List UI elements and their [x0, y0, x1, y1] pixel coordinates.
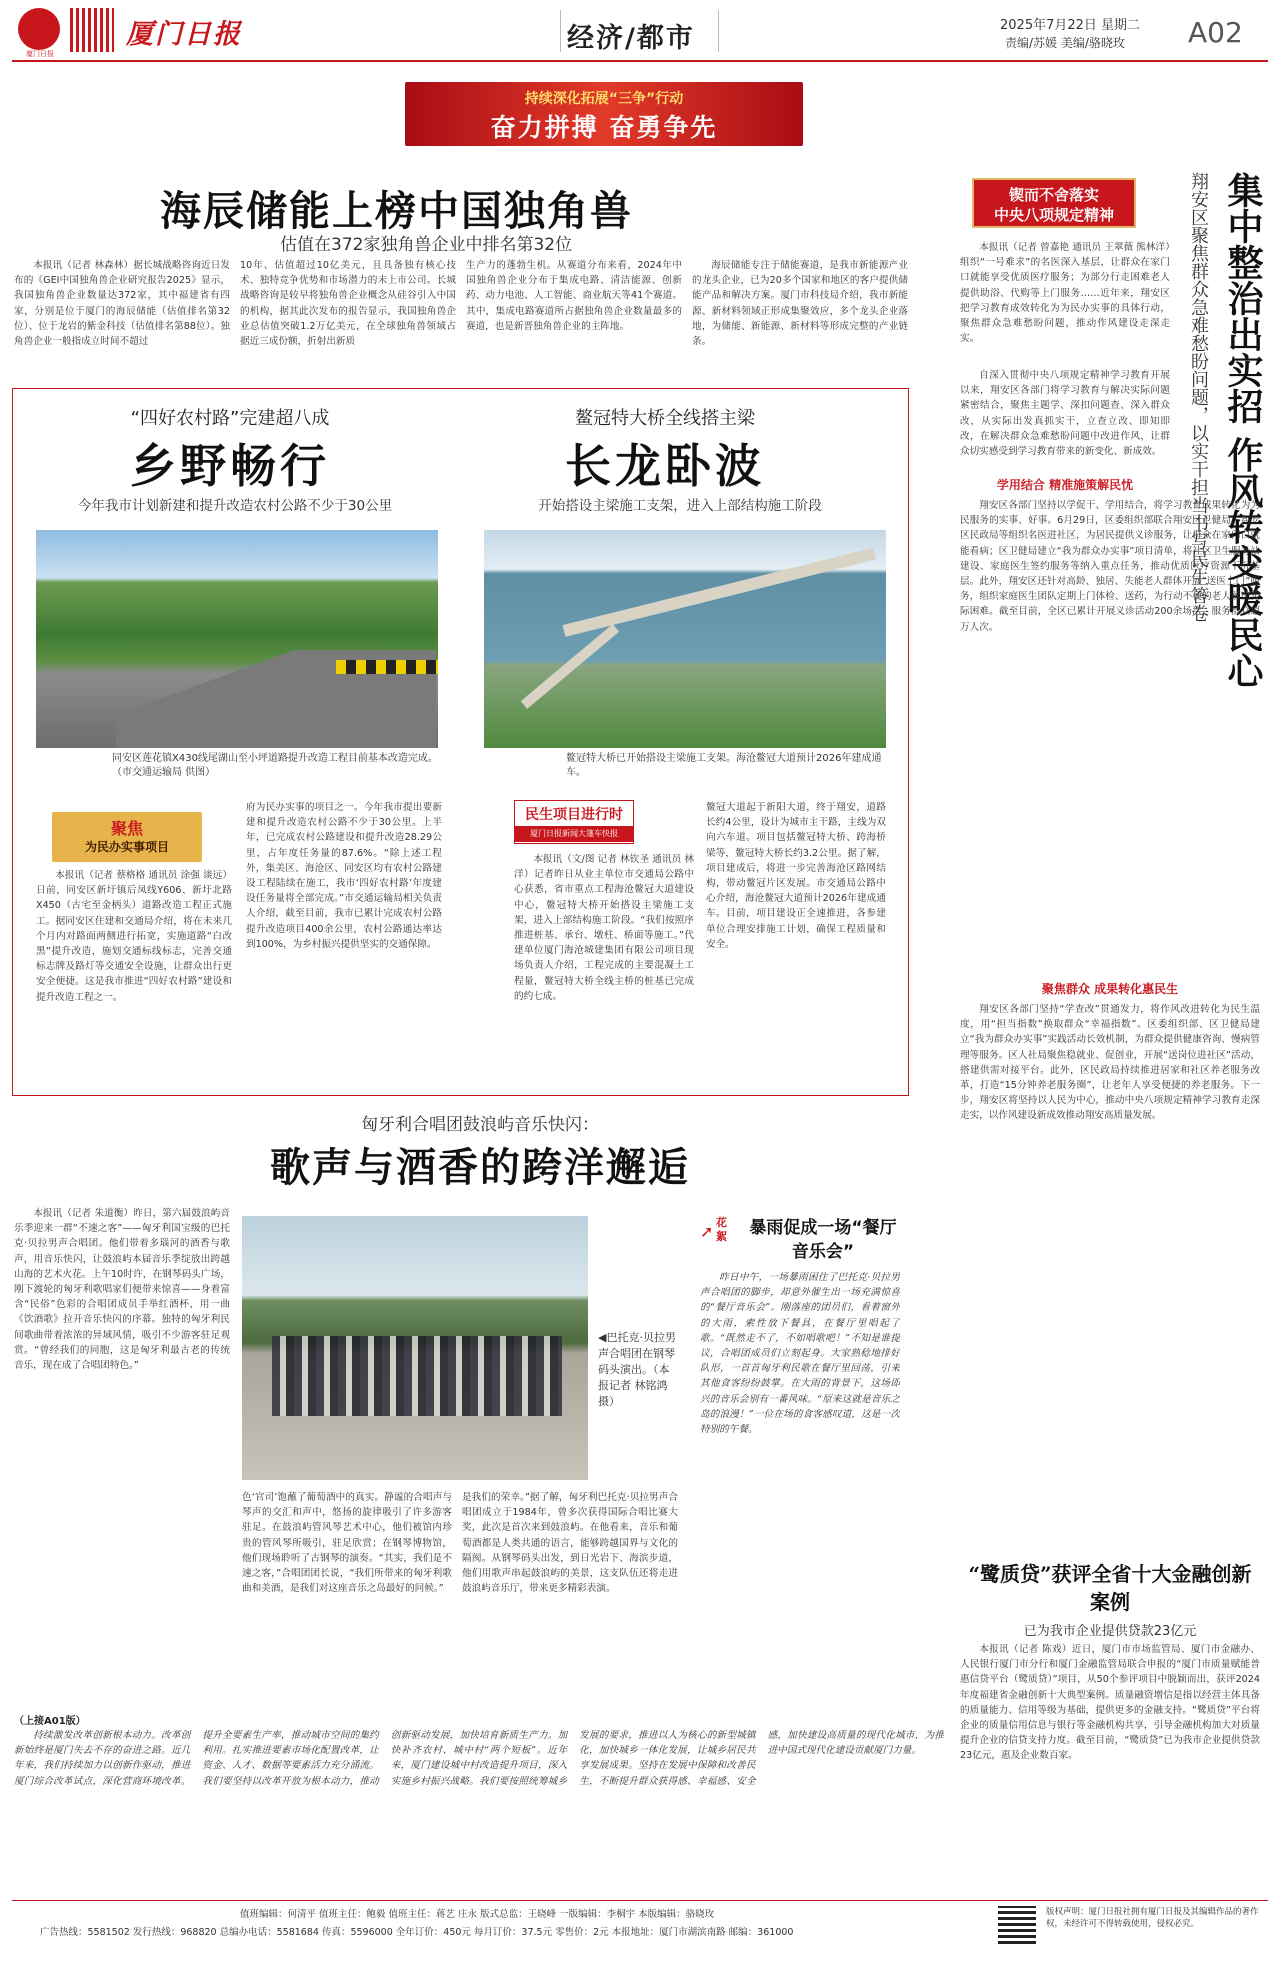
continued-text: 持续激发改革创新根本动力。改革创新始终是厦门失去不存的奋进之路。近几年来，我们持续加力以创新作驱动，推进厦门综合改革试点，深化营商环境改革。提升全要素生产率，推动城市空间的集约利用。扎实推进要素市场化配置改革，让资金、人才、数据等要素活力充分涌流。我们要坚持以改革开放为根本动力，推动创新驱动发展，加快培育新质生产力。加快补齐农村、城中村“两个短板”。近年来，厦门建设城中村改造提升项目，深入实施乡村振兴战略。我们要按照统筹城乡发展的要求，推进以人为核心的新型城镇化，加快城乡一体化发展，让城乡居民共享发展成果。坚持在发展中保障和改善民生，不断提升群众获得感、幸福感、安全感，加快建设高质量的现代化城市，为推进中国式现代化建设贡献厦门力量。 [14, 1730, 944, 1787]
story4-col2: 色‘官司’饱蘸了葡萄酒中的真实。静谧的合唱声与琴声的交汇和声中，悠扬的旋律吸引了许多游客驻足。在鼓浪屿管风琴艺术中心，他们被馆内珍贵的管风琴所吸引，驻足欣赏；在钢琴博物馆，他们现场聆听了古钢琴的演奏。“其实，我们是不速之客，”合唱团团长说，“我们所带来的匈牙利歌曲和美酒，是我们对这座音乐之岛最好的问候。” [242, 1492, 452, 1595]
story3-tag-sub: 厦门日报新闻大篷车快报 [515, 826, 633, 842]
story4-title: 歌声与酒香的跨洋邂逅 [270, 1144, 690, 1191]
story4-col1: 本报讯（记者 朱道衡）昨日，第六届鼓浪屿音乐季迎来一群“不速之客”——匈牙利国宝级的巴托克·贝拉男声合唱团。他们带着多瑙河的酒香与歌声，用音乐快闪，让鼓浪屿本届音乐季绽放出跨越山海的艺术火花。上午10时许，在钢琴码头广场，刚下渡轮的匈牙利歌唱家们便带来惊喜——身着富含“民俗”色彩的合唱团成员手举红酒杯，用一曲《饮酒歌》拉开音乐快闪的序幕。独特的匈牙利民间歌曲带着浓浓的异域风情，吸引不少游客驻足观赏。“曾经我们的同胞，这是匈牙利最古老的传统音乐，现在成了合唱团特色。” [14, 1208, 230, 1372]
story2-title: 乡野畅行 [130, 439, 330, 493]
continued-label: （上接A01版） [14, 1716, 86, 1727]
sidebar-tag [972, 178, 1136, 228]
rural-road-photo [36, 530, 438, 748]
sidebar-title: 集中整治出实招 作风转变暖民心 [1222, 172, 1264, 689]
story1-col3: 生产力的蓬勃生机。从赛道分布来看，2024年中国独角兽企业分布于集成电路、清洁能源、创新药、动力电池、人工智能、商业航天等41个赛道。其中，集成电路赛道所占据独角兽企业数量最多的赛道，也是新晋独角兽企业的主阵地。 [466, 260, 682, 332]
bridge-caption: 鳌冠特大桥已开始搭设主梁施工支架。海沧鳌冠大道预计2026年建成通车。 [566, 753, 882, 778]
qr-code-icon [70, 8, 114, 52]
side-note-tag [700, 1216, 740, 1252]
banner-line2: 奋力拼搏 奋勇争先 [490, 113, 718, 142]
page-editors: 责编/苏媛 美编/骆晓玫 [1005, 36, 1125, 50]
campaign-banner [405, 82, 803, 146]
story2-tag-line2: 为民办实事项目 [84, 840, 169, 854]
bridge-span-2 [521, 624, 619, 709]
story1-col2: 10年、估值超过10亿美元，且具备独有核心技术、独特竞争优势和市场潜力的未上市公司。长城战略咨询是较早将独角兽企业概念从硅谷引入中国的机构，据其此次发布的报告显示，我国独角兽企业总估值突破1.2万亿美元，在全球独角兽领域占据近三成份额，折射出新质 [240, 260, 456, 348]
section-divider [560, 10, 561, 52]
story3-col2: 鳌冠大道起于新阳大道，终于翔安，道路长约4公里，设计为城市主干路，主线为双向六车道。项目包括鳌冠特大桥、跨海桥梁等，鳌冠特大桥长约3.2公里。据了解，项目建成后，将进一步完善海沧区路网结构，带动鳌冠片区发展。市交通局公路中心介绍，海沧鳌冠大道预计2026年建成通车。目前，项目建设正全速推进，各参建单位合理安排施工计划，确保工程质量和安全。 [706, 802, 886, 950]
page-number: A02 [1188, 16, 1243, 49]
story3-subtitle: 开始搭设主梁施工支架，进入上部结构施工阶段 [538, 498, 822, 514]
story1-col4: 海辰储能专注于储能赛道，是我市新能源产业的龙头企业，已为20多个国家和地区的客户提供储能产品和解决方案。厦门市科技局介绍，我市新能源、新材料领域正形成集聚效应，多个龙头企业落地，为储能、新能源、新材料等形成完整的产业链条。 [692, 260, 908, 348]
story5-subtitle: 已为我市企业提供贷款23亿元 [1023, 1624, 1197, 1639]
side-note-tag-text: 花絮 [716, 1216, 727, 1243]
sidebar-kicker: 翔安区聚焦群众急难愁盼问题，以实干担当书写民生答卷 [1188, 172, 1209, 622]
choir-crowd [272, 1336, 562, 1416]
rural-road-caption: 同安区莲花镇X430线尾湖山至小坪道路提升改造工程目前基本改造完成。（市交通运输局 供图） [112, 753, 438, 778]
sidebar-tag-line1: 锲而不舍落实 [1008, 186, 1099, 204]
bridge-photo [484, 530, 886, 748]
footer-rule [12, 1900, 1268, 1901]
sidebar-h2: 聚焦群众 成果转化惠民生 [1041, 982, 1179, 996]
story5-title: “鹭质贷”获评全省十大金融创新案例 [968, 1562, 1252, 1614]
bridge-span [563, 548, 876, 637]
story2-subtitle: 今年我市计划新建和提升改造农村公路不少于30公里 [77, 498, 393, 514]
road-rail [336, 660, 438, 674]
story5-text: 本报讯（记者 陈戏）近日，厦门市市场监管局、厦门市金融办、人民银行厦门市分行和厦门金融监管局联合申报的“厦门市质量赋能普惠信贷平台（鹭质贷）”项目，从50个参评项目中脱颖而出，获评2024年度福建省金融创新十大典型案例。质量融资增信是指以经营主体具备的质量能力、信用等级为基础，提供更多的金融支持。“鹭质贷”平台将企业的质量信用信息与银行等金融机构共享，引导金融机构加大对质量提升企业的信贷支持力度。截至目前，“鹭质贷”已为我市企业提供贷款23亿元，惠及企业数百家。 [960, 1644, 1260, 1762]
story4-kicker: 匈牙利合唱团鼓浪屿音乐快闪： [361, 1115, 599, 1135]
arrow-icon: ➚ [700, 1222, 714, 1241]
story3-col1: 本报讯（文/图 记者 林钦圣 通讯员 林洋）记者昨日从业主单位市交通局公路中心获悉，省市重点工程海沧鳌冠大道建设中心，鳌冠特大桥开始搭设主梁施工支架，进入上部结构施工阶段。“我们按照序推进桩基、承台、墩柱、桥面等施工。”代建单位厦门海沧城建集团有限公司项目现场负责人介绍，工程完成的主要混凝土工程量，鳌冠特大桥全线主桥的桩基已完成的约七成。 [514, 854, 694, 1002]
sidebar-intro: 本报讯（记者 曾嘉艳 通讯员 王翠薇 熊林洋）组织“一号难求”的名医深入基层，让群众在家门口就能享受优质医疗服务；为部分行走困难老人提供助浴、代购等上门服务……近年来，翔安区把学习教育成效转化为为民办实事的具体行动，聚焦群众急难愁盼问题，推动作风建设走深走实。 [960, 242, 1170, 345]
footer-line2: 广告热线：5581502 发行热线：968820 总编办电话：5581684 传真：5596000 全年订价：450元 每月订价：37.5元 零售价：2元 本报地址：厦门市湖滨南路 邮编：361000 [40, 1927, 794, 1938]
sidebar-sec2: 翔安区各部门坚持“学查改”贯通发力，将作风改进转化为民生温度，用“担当指数”换取群众“幸福指数”。区委组织部、区卫健局建立“我为群众办实事”实践活动长效机制，为群众提供健康咨询、慢病管理等服务。区人社局聚焦稳就业、促创业，开展“送岗位进社区”活动，搭建供需对接平台。此外，区民政局持续推进居家和社区养老服务改革，打造“15分钟养老服务圈”，让老年人享受便捷的养老服务。下一步，翔安区将坚持以人民为中心，推动中央八项规定精神学习教育走深走实，以作风建设新成效推动翔安高质量发展。 [960, 1004, 1260, 1122]
logo-label: 厦门日报 [26, 50, 54, 58]
sidebar-intro2: 自深入贯彻中央八项规定精神学习教育开展以来，翔安区各部门将学习教育与解决实际问题紧密结合，聚焦主题学、深扣问题查、深入群众改，从实际出发真抓实干，立查立改、即知即改，在解决群众急难愁盼问题中改进作风，让群众切实感受到学习教育带来的新变化、新成效。 [960, 370, 1170, 458]
story2-col2: 府为民办实事的项目之一。今年我市提出要新建和提升改造农村公路不少于30公里。上半年，已完成农村公路建设和提升改造28.29公里，占年度任务量的87.6%。“除上述工程外，集美区、海沧区、同安区均有农村公路建设工程陆续在施工，我市‘四好农村路’年度建设任务量将全部完成。”市交通运输局相关负责人介绍，截至目前，我市已累计完成农村公路提升改造项目400余公里，农村公路通达率达到100%，为乡村振兴提供坚实的交通保障。 [246, 802, 442, 950]
story2-col1: 本报讯（记者 蔡格格 通讯员 涂强 谈远）日前，同安区新圩镇后凤线Y606、新圩北路X450（古宅至金柄头）道路改造工程正式施工。据同安区住建和交通局介绍，将在未来几个月内对路面两侧进行拓宽，实施道路“白改黑”提升改造，施划交通标线标志，完善交通标志牌及路灯等交通安全设施，让群众出行更安全便捷。这是我市推进“四好农村路”建设和提升改造工程之一。 [36, 870, 232, 1003]
story2-kicker: “四好农村路”完建超八成 [130, 408, 330, 429]
sidebar-tag-line2: 中央八项规定精神 [993, 206, 1114, 224]
masthead-rule [12, 60, 1268, 62]
side-note-text: 昨日中午，一场暴雨困住了巴托克·贝拉男声合唱团的脚步，却意外催生出一场充满惊喜的“餐厅音乐会”。刚落座的团员们，看着窗外的大雨，索性放下餐具，在餐厅里唱起了歌。“既然走不了，不如唱歌吧！”不知是谁提议，合唱团成员们立刻起身。大家熟稔地排好队形，一首首匈牙利民歌在餐厅里回荡，引来其他食客纷纷鼓掌。在大雨的背景下，这场即兴的音乐会别有一番风味。“原来这就是音乐之岛的浪漫！”一位在场的食客感叹道，这是一次特别的午餐。 [700, 1272, 900, 1436]
side-note-title: 暴雨促成一场“餐厅音乐会” [749, 1218, 897, 1262]
sidebar-sec1: 翔安区各部门坚持以学促干、学用结合，将学习教育成果转化为为民服务的实事、好事。6月29日，区委组织部联合翔安区卫健局、翔安区民政局等组织名医进社区，为居民提供义诊服务，让群众在家门口就能看病；区卫健局建立“我为群众办实事”项目清单，将社区卫生服务站建设、家庭医生签约服务等纳入重点任务，推动优质医疗资源下沉基层。此外，翔安区还针对高龄、独居、失能老人群体开展“送医上门”服务，组织家庭医生团队定期上门体检、送药，为行动不便的老人解决实际困难。截至目前，全区已累计开展义诊活动200余场次，服务群众超万人次。 [960, 500, 1260, 633]
choir-photo-caption: ◀巴托克·贝拉男声合唱团在钢琴码头演出。（本报记者 林铭鸿 摄） [598, 1331, 676, 1408]
story2-tag-line1: 聚焦 [110, 819, 143, 838]
choir-photo [242, 1216, 588, 1480]
masthead [0, 0, 1280, 60]
story1-col1: 本报讯（记者 林森林）据长城战略咨询近日发布的《GEI中国独角兽企业研究报告2025》显示，我国独角兽企业数量达372家，其中福建省有四家，分别是位于厦门的海辰储能（估值排名第32位）、位于龙岩的紫金科技（估值排名第88位）。独角兽企业一般指成立时间不超过 [14, 260, 230, 348]
subhead-haichen: 估值在372家独角兽企业中排名第32位 [280, 235, 573, 255]
logo-icon [18, 8, 60, 50]
story3-tag-title: 民生项目进行时 [525, 807, 623, 823]
banner-line1: 持续深化拓展“三争”行动 [524, 91, 684, 107]
app-name: 厦门日报 [126, 19, 242, 50]
footer-qr-icon [998, 1906, 1036, 1944]
sidebar-h1: 学用结合 精准施策解民忧 [996, 478, 1134, 492]
headline-haichen: 海辰储能上榜中国独角兽 [160, 187, 633, 235]
issue-date: 2025年7月22日 星期二 [1000, 18, 1141, 33]
story2-tag [52, 812, 202, 862]
story3-kicker: 鳌冠特大桥全线搭主梁 [575, 408, 755, 429]
story3-tag [514, 800, 634, 844]
story4-col3: 是我们的荣幸。”据了解，匈牙利巴托克·贝拉男声合唱团成立于1984年，曾多次获得国际合唱比赛大奖，此次是首次来到鼓浪屿。在他看来，音乐和葡萄酒都是人类共通的语言，能够跨越国界与文化的隔阂。从钢琴码头出发，到日光岩下、海滨步道，他们用歌声串起鼓浪屿的美景，这支队伍还将走进鼓浪屿音乐厅，带来更多精彩表演。 [462, 1492, 678, 1595]
footer-line1: 值班编辑：何清平 值班主任：鲍毅 值班主任：蒋艺 庄永 版式总监：王晓峰 一版编辑：李桐宇 本版编辑：骆晓玫 [240, 1909, 715, 1920]
section-title: 经济/都市 [567, 23, 695, 54]
story3-title: 长龙卧波 [565, 439, 765, 493]
section-divider-2 [718, 10, 719, 52]
footer-copyright: 版权声明：厦门日报社拥有厦门日报及其编辑作品的著作权，未经许可不得转载使用，侵权必究。 [1046, 1907, 1259, 1929]
